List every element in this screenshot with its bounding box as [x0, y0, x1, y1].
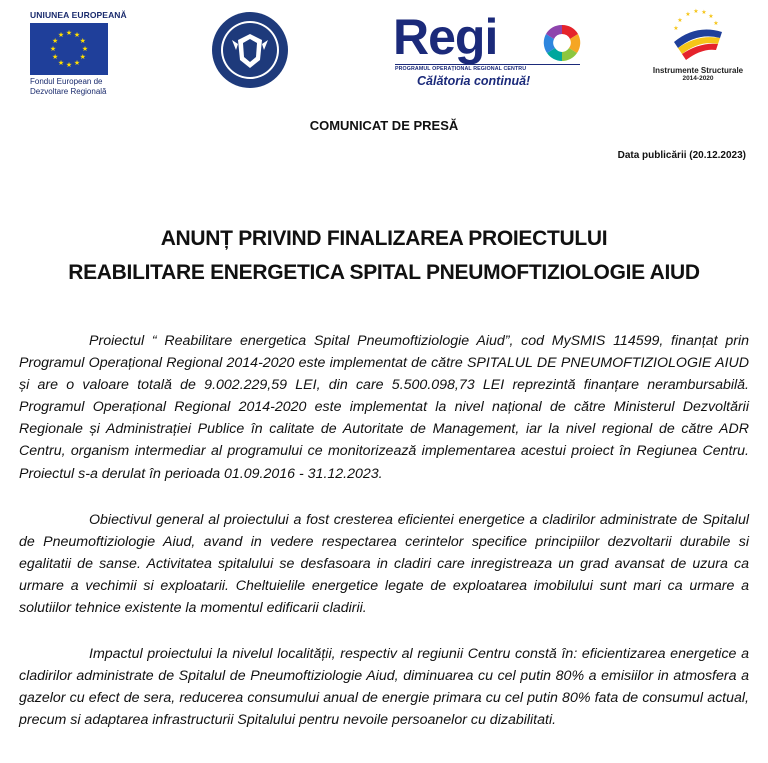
regio-logo — [393, 8, 593, 90]
svg-text:★: ★ — [65, 29, 73, 37]
svg-text:★: ★ — [673, 25, 679, 32]
svg-text:★: ★ — [73, 31, 81, 40]
paragraph-project-summary: Proiectul “ Reabilitare energetica Spital Pneumoftiziologie Aiud”, cod MySMIS 114599, finanțat prin Programul Operațional Regional 2014-2020 este implementat de către SPITALUL DE PNEUMOFTIZIOLOGIE AIUD și are o valoare totală de 9.002.229,59 LEI, din care 5.500.098,73 LEI reprezintă finanțare nerambursabilă. Programul Operațional Regional 2014-2020 este implementat la nivel național de către Ministerul Dezvoltării Regionale și Administrației Publice în calitate de Autoritate de Management, iar la nivel regional de către ADR Centru, organism intermediar al programului ce monitorizează implementarea acestui proiect în Regiunea Centru. Proiectul s-a derulat în perioada 01.09.2016 - 31.12.2023. — [19, 333, 749, 482]
svg-text:★: ★ — [685, 11, 691, 18]
svg-text:★: ★ — [52, 37, 59, 45]
body-text — [19, 330, 749, 756]
regio-tagline: Călătoria continuă! — [417, 74, 531, 88]
svg-text:★: ★ — [677, 17, 683, 24]
svg-text:★: ★ — [81, 45, 89, 53]
svg-text:★: ★ — [57, 58, 65, 67]
press-release-heading: COMUNICAT DE PRESĂ — [309, 118, 459, 133]
eu-logo-title: UNIUNEA EUROPEANĂ — [30, 10, 127, 20]
regio-ring-icon — [541, 22, 583, 64]
svg-text:★: ★ — [79, 37, 86, 45]
instrumente-name: Instrumente Structurale — [652, 66, 744, 75]
instrumente-structurale-logo — [650, 6, 746, 82]
svg-text:★: ★ — [73, 58, 81, 67]
government-seal-icon — [210, 10, 290, 90]
regio-wordmark: Regi — [393, 9, 498, 65]
eu-logo — [30, 10, 130, 97]
title-line-1: ANUNȚ PRIVIND FINALIZAREA PROIECTULUI — [160, 227, 608, 250]
eu-flag-icon — [30, 23, 108, 75]
svg-text:★: ★ — [57, 31, 65, 40]
announcement-title — [0, 222, 768, 290]
svg-text:★: ★ — [79, 53, 86, 61]
publication-date: Data publicării (20.12.2023) — [617, 150, 746, 161]
svg-text:★: ★ — [713, 20, 719, 27]
regio-subtitle: PROGRAMUL OPERAȚIONAL REGIONAL CENTRU — [395, 64, 580, 72]
svg-text:★: ★ — [49, 45, 57, 53]
instrumente-years: 2014-2020 — [682, 75, 714, 82]
logo-bar — [0, 0, 768, 100]
svg-text:★: ★ — [65, 61, 73, 69]
svg-text:★: ★ — [693, 8, 699, 15]
title-line-2: REABILITARE ENERGETICA SPITAL PNEUMOFTIZIOLOGIE AIUD — [68, 261, 700, 284]
paragraph-objective: Obiectivul general al proiectului a fost cresterea eficientei energetice a cladirilor administrate de Spitalul de Pneumoftiziologie Aiud, avand in vedere respectarea cerintelor specifice principiilor dezvoltarii durabile si egalitatii de sanse. Activitatea spitalului se desfasoara in cladiri care inregistreaza un grad avansat de uzura ca urmare a vechimii si exploatarii. Cheltuielile energetice legate de exploatarea imobilului sunt mari ca urmare a solutiilor tehnice existente la momentul edificarii cladirii. — [19, 511, 749, 617]
eu-logo-caption: Fondul European de Dezvoltare Regională — [30, 77, 107, 96]
svg-text:★: ★ — [708, 13, 714, 20]
svg-text:★: ★ — [701, 9, 707, 16]
instrumente-structurale-icon — [666, 6, 730, 64]
paragraph-impact: Impactul proiectului la nivelul localității, respectiv al regiunii Centru constă în: eficientizarea energetice a cladirilor administrate de Spitalul de Pneumoftiziologie Aiud, diminuarea cu cel putin 80% a emisiilor in atmosfera a gazelor cu efect de sera, reducerea consumului anual de energie primara cu cel putin 80% fata de consumul actual, precum si adaptarea infrastructurii Spitalului pentru nevoile persoanelor cu dizabilitati. — [19, 646, 749, 729]
svg-text:★: ★ — [52, 53, 59, 61]
